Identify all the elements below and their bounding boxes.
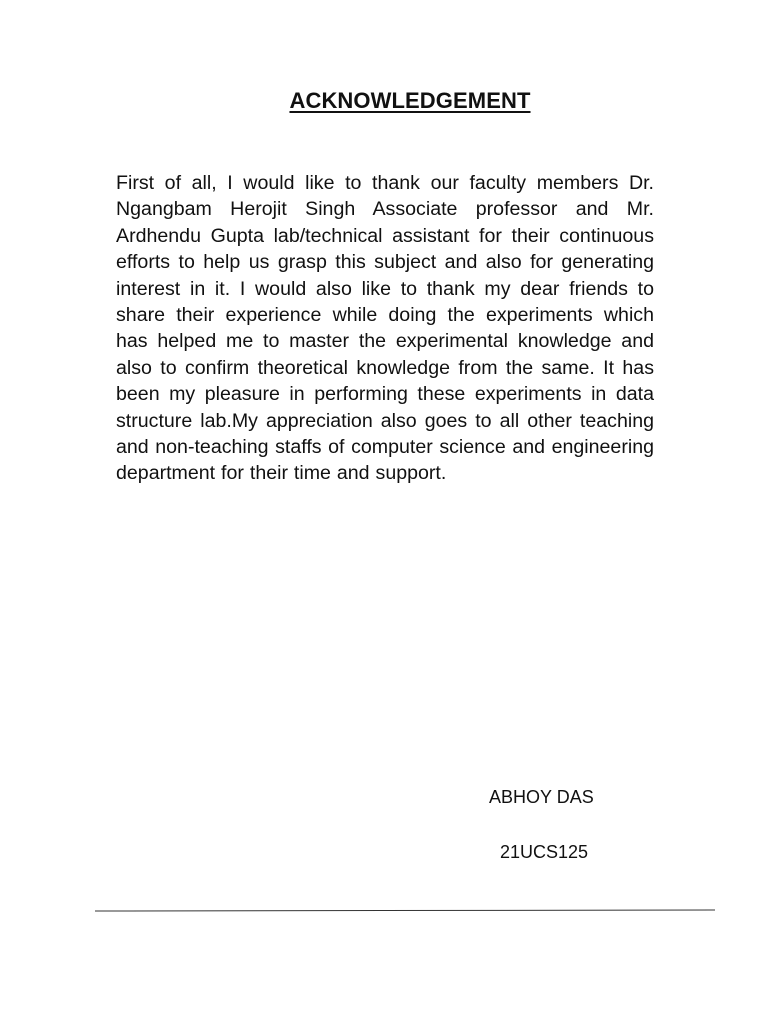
page-title: ACKNOWLEDGEMENT [289, 88, 531, 113]
acknowledgement-paragraph: First of all, I would like to thank our faculty members Dr. Ngangbam Herojit Singh Associate professor and Mr. Ardhendu Gupta lab/technical assistant for their continuous efforts to help us grasp this subject and also for generating interest in it. I would also like to thank my dear friends to share their experience while doing the experiments which has helped me to master the experimental knowledge and also to confirm theoretical knowledge from the same. It has been my pleasure in performing these experiments in data structure lab.My appreciation also goes to all other teaching and non-teaching staffs of computer science and engineering department for their time and support. [116, 172, 654, 485]
signature-name: ABHOY DAS [489, 787, 594, 807]
signature-roll-number: 21UCS125 [500, 842, 589, 862]
bottom-divider [95, 909, 715, 911]
